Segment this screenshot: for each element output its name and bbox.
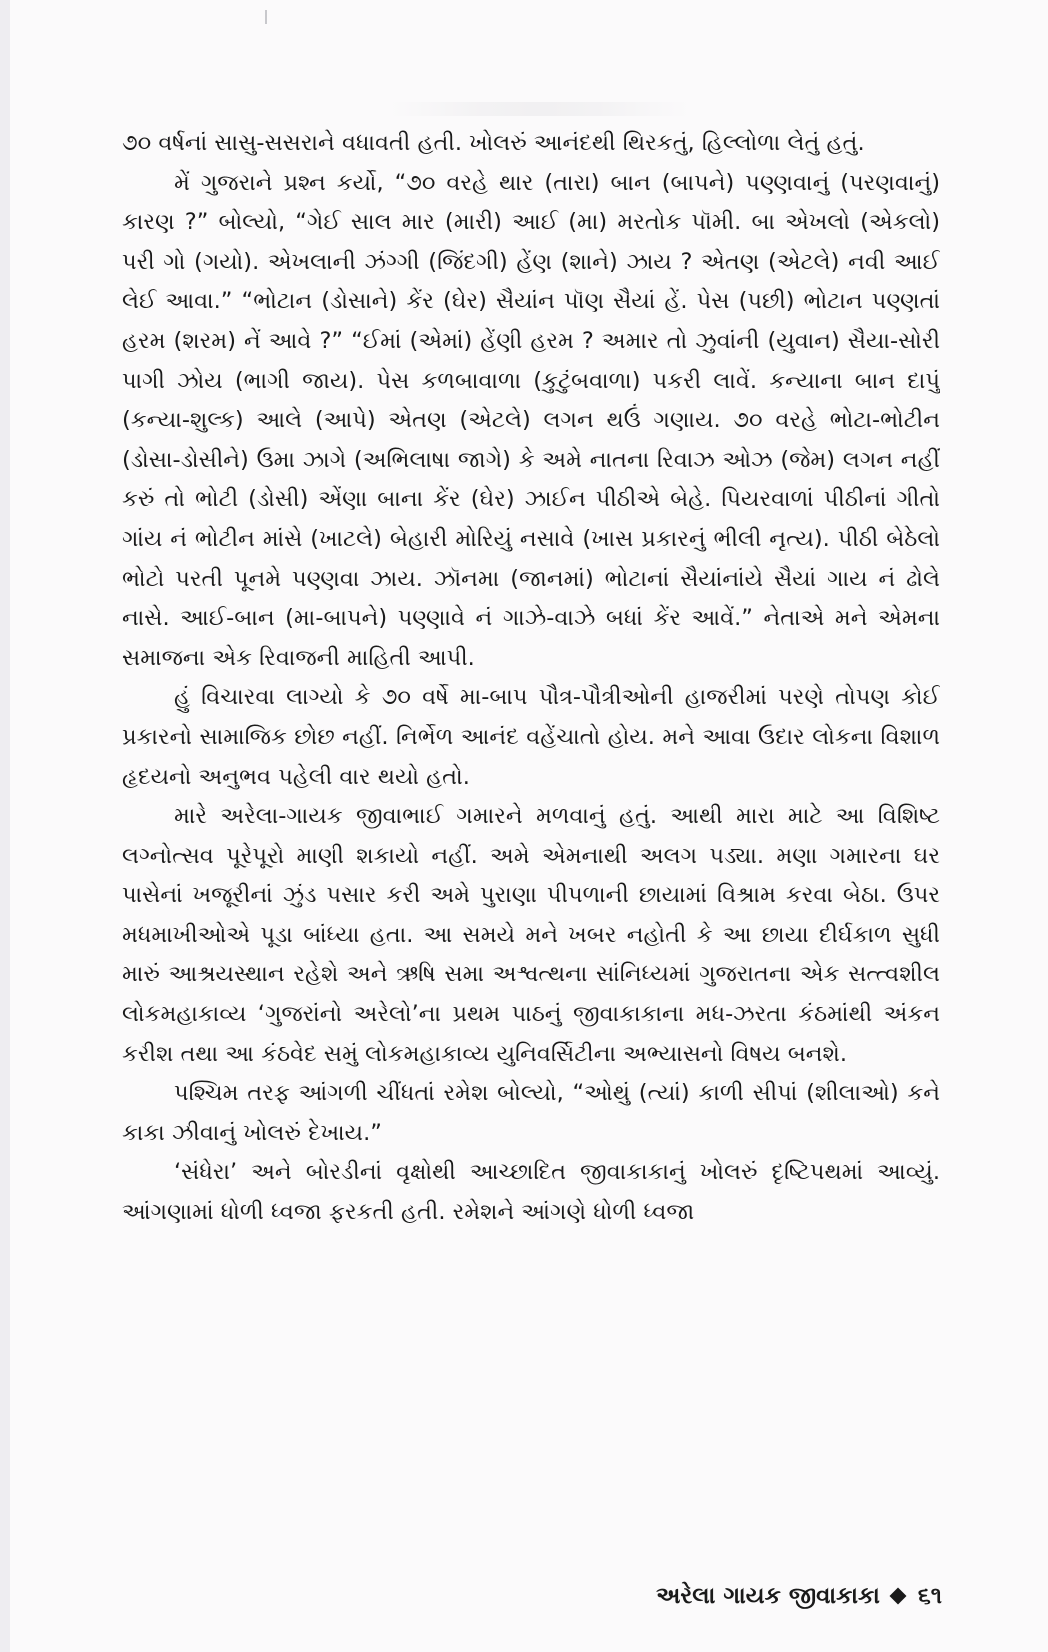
footer-chapter-title: અરેલા ગાયક જીવાકાકા [656,1582,880,1609]
paragraph-arrival: ‘સંધેરા’ અને બોરડીનાં વૃક્ષોથી આચ્છાદિત જીવાકાકાનું ખોલરું દૃષ્ટિપથમાં આવ્યું. આંગણામાં ધોળી ધ્વજા ફરકતી હતી. રમેશને આંગણે ધોળી ધ્વજા [122,1159,940,1226]
paragraph-meeting: મારે અરેલા-ગાયક જીવાભાઈ ગમારને મળવાનું હતું. આથી મારા માટે આ વિશિષ્ટ લગ્નોત્સવ પૂરેપૂરો માણી શકાયો નહીં. અમે એમનાથી અલગ પડ્યા. મણા ગમારના ઘર પાસેનાં ખજૂરીનાં ઝુંડ પસાર કરી અમે પુરાણા પીપળાની છાયામાં વિશ્રામ કરવા બેઠા. ઉપર મધમાખીઓએ પૂડા બાંધ્યા હતા. આ સમયે મને ખબર નહોતી કે આ છાયા દીર્ઘકાળ સુધી મારું આશ્રયસ્થાન રહેશે અને ઋષિ સમા અશ્વત્થના સાંનિધ્યમાં ગુજરાતના એક સત્ત્વશીલ લોકમહાકાવ્ય ‘ગુજરાંનો અરેલો’ના પ્રથમ પાઠનું જીવાકાકાના મધ-ઝરતા કંઠમાંથી અંકન કરીશ તથા આ કંઠવેદ સમું લોકમહાકાવ્ય યુનિવર્સિટીના અભ્યાસનો વિષય બનશે. [122,803,940,1067]
running-footer [550,1582,942,1609]
paragraph-reflection: હું વિચારવા લાગ્યો કે ૭૦ વર્ષે મા-બાપ પૌત્ર-પૌત્રીઓની હાજરીમાં પરણે તોપણ કોઈ પ્રકારનો સામાજિક છોછ નહીં. નિર્ભેળ આનંદ વહેંચાતો હોય. મને આવા ઉદાર લોકના વિશાળ હૃદયનો અનુભવ પહેલી વાર થયો હતો. [122,684,940,790]
paragraph-dialogue: મેં ગુજરાને પ્રશ્ન કર્યો, “૭૦ વરહે થાર (તારા) બાન (બાપને) પણ્ણવાનું (પરણવાનું) કારણ ?” બોલ્યો, “ગેઈ સાલ માર (મારી) આઈ (મા) મરતોક પૉમી. બા એખલો (એકલો) પરી ગો (ગયો). એખલાની ઝંગ્ગી (જિંદગી) હેંણ (શાને) ઝાય ? એતણ (એટલે) નવી આઈ લેઈ આવા.” “ભોટાન (ડોસાને) કેંર (ઘેર) સૈયાંન પૉણ સૈયાં હેં. પેસ (પછી) ભોટાન પણ્ણતાં હરમ (શરમ) નેં આવે ?” “ઈમાં (એમાં) હેંણી હરમ ? અમાર તો ઝુવાંની (યુવાન) સૈયા-સોરી પાગી ઝોય (ભાગી જાય). પેસ કળબાવાળા (કુટુંબવાળા) પકરી લાવેં. કન્યાના બાન દાપું (કન્યા-શુલ્ક) આલે (આપે) એતણ (એટલે) લગન થઉં ગણાય. ૭૦ વરહે ભોટા-ભોટીન (ડોસા-ડોસીને) ઉમા ઝાગે (અભિલાષા જાગે) કે અમે નાતના રિવાઝ ઓઝ (જેમ) લગન નહીં કરું તો ભોટી (ડોસી) એંણા બાના કેંર (ઘેર) ઝાઈન પીઠીએ બેહે. પિયરવાળાં પીઠીનાં ગીતો ગાંય નં ભોટીન માંસે (ખાટલે) બેહારી મોરિયું નસાવે (ખાસ પ્રકારનું ભીલી નૃત્ય). પીઠી બેઠેલો ભોટો પરતી પૂનમે પણ્ણવા ઝાય. ઝૉનમા (જાનમાં) ભોટાનાં સૈયાંનાંયે સૈયાં ગાય નં ઢોલે નાસે. આઈ-બાન (મા-બાપને) પણ્ણાવે નં ગાઝે-વાઝે બધાં કેંર આવેં.” નેતાએ મને એમના સમાજના એક રિવાજની માહિતી આપી. [122,169,940,671]
paragraph-direction: પશ્ચિમ તરફ આંગળી ચીંધતાં રમેશ બોલ્યો, “ઓથું (ત્યાં) કાળી સીપાં (શીલાઓ) કને કાકા ઝીવાનું ખોલરું દેખાય.” [122,1080,940,1146]
show-through-from-reverse [390,102,690,116]
paragraph-continued: ૭૦ વર્ષનાં સાસુ-સસરાને વધાવતી હતી. ખોલરું આનંદથી થિરકતું, હિલ્લોળા લેતું હતું. [122,130,865,156]
diamond-separator-icon [889,1587,906,1604]
page-number: ૬૧ [917,1582,942,1609]
print-speck [265,10,267,24]
body-text [122,124,940,1524]
